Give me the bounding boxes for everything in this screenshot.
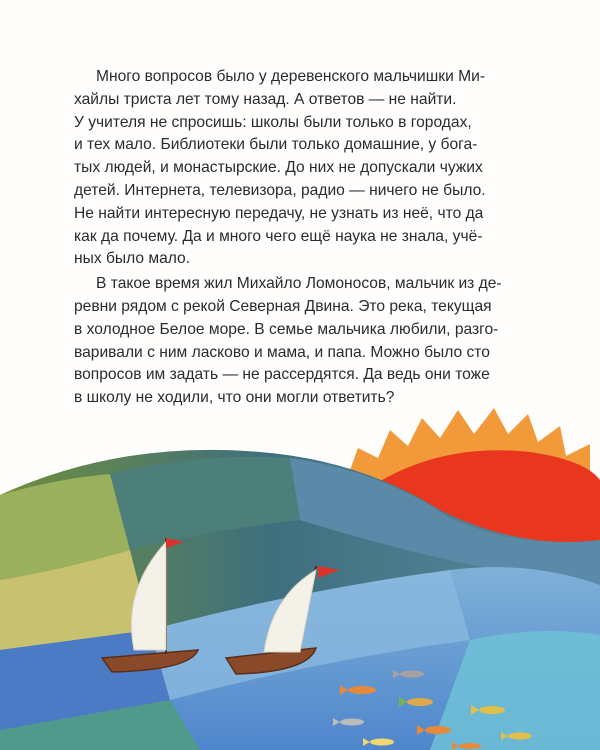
text-line: вопросов им задать — не рассердятся. Да ведь они тоже bbox=[74, 366, 490, 384]
text-line: и тех мало. Библиотеки были только домашние, у бога- bbox=[74, 136, 478, 154]
landscape-illustration bbox=[0, 400, 600, 750]
text-line: У учителя не спросишь: школы были только в городах, bbox=[74, 113, 472, 131]
text-line: Много вопросов было у деревенского мальчишки Ми- bbox=[96, 68, 486, 85]
paragraph-1 bbox=[74, 66, 526, 271]
text-line: детей. Интернета, телевизора, радио — ничего не было. bbox=[74, 181, 486, 199]
text-line: варивали с ним ласково и мама, и папа. Можно было сто bbox=[74, 343, 490, 361]
text-line: В такое время жил Михайло Ломоносов, мальчик из де- bbox=[96, 275, 502, 293]
text-line: ревни рядом с рекой Северная Двина. Это река, текущая bbox=[74, 297, 492, 315]
text-line: в холодное Белое море. В семье мальчика любили, разго- bbox=[74, 320, 499, 338]
text-line: хайлы триста лет тому назад. А ответов — не найти. bbox=[74, 90, 457, 108]
text-line: как да почему. Да и много чего ещё наука не знала, учё- bbox=[74, 227, 483, 245]
text-line: ных было мало. bbox=[74, 250, 191, 268]
story-text bbox=[74, 66, 526, 410]
text-line: в школу не ходили, что они могли ответить? bbox=[74, 389, 395, 407]
text-line: тых людей, и монастырские. До них не допускали чужих bbox=[74, 159, 483, 177]
text-line: Не найти интересную передачу, не узнать из неё, что да bbox=[74, 204, 484, 222]
paragraph-2 bbox=[74, 273, 526, 410]
